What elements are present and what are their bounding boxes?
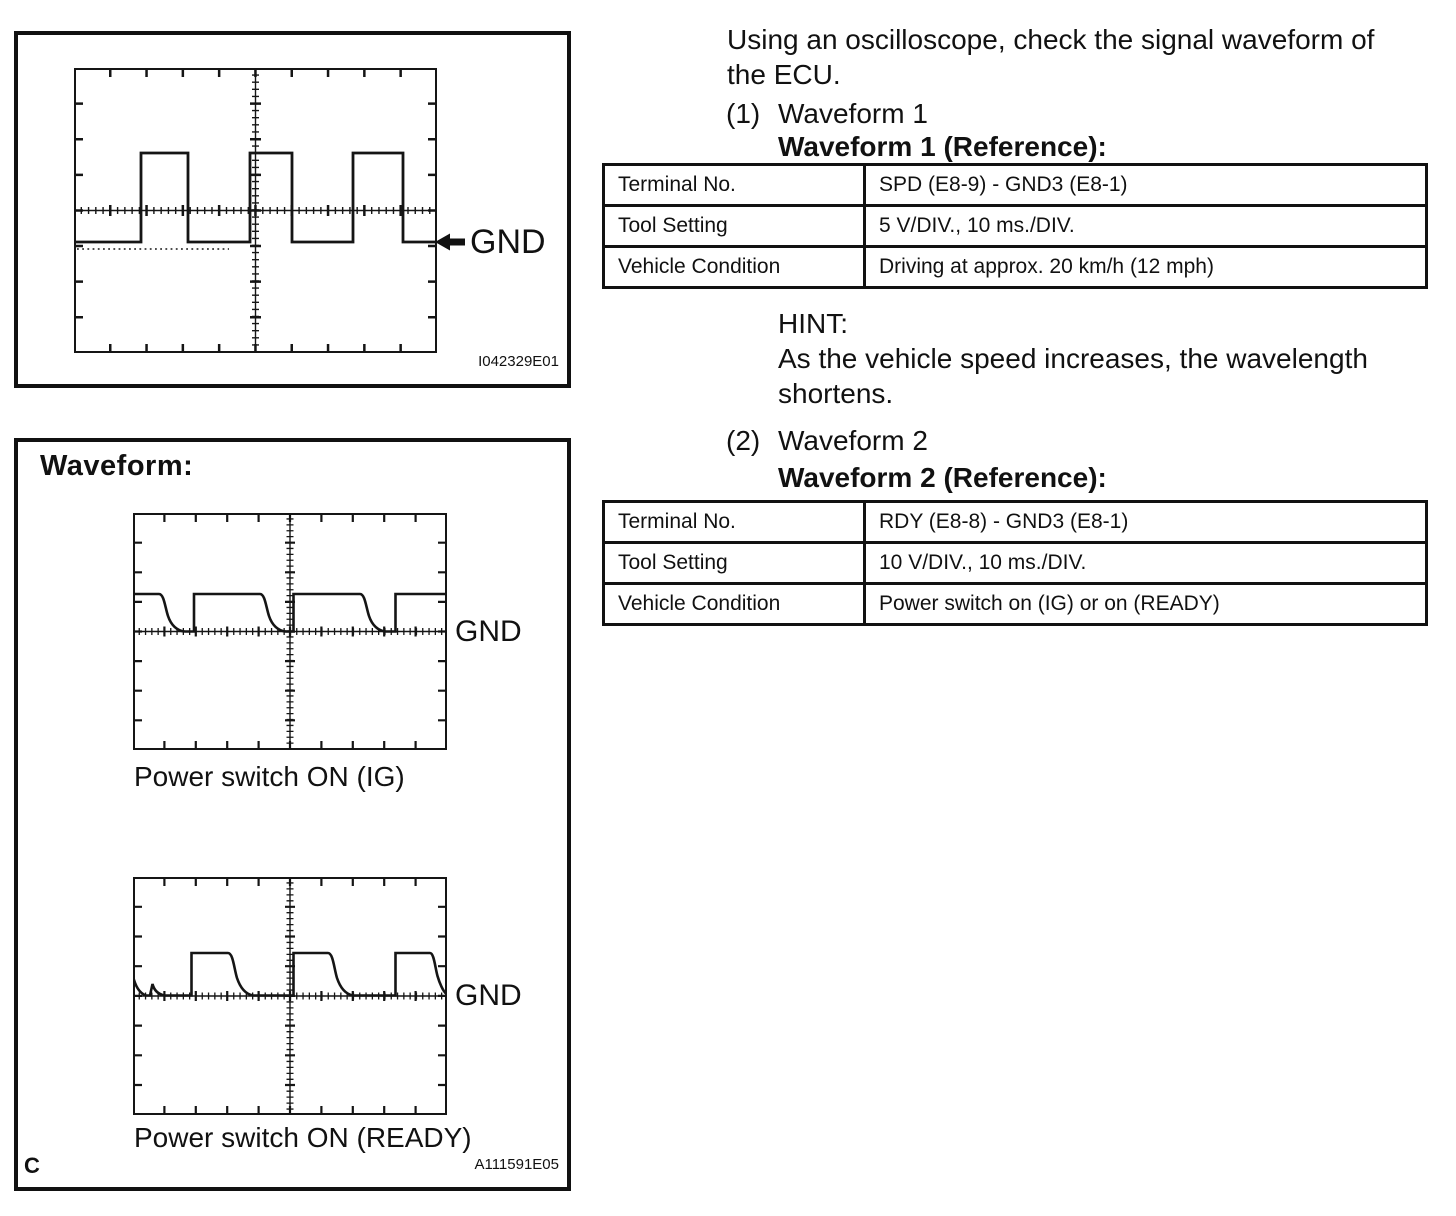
waveform2-reference-table xyxy=(602,500,1428,626)
item-label: Waveform 2 xyxy=(778,425,928,456)
intro-paragraph xyxy=(727,22,1374,92)
row-value-cell: Driving at approx. 20 km/h (12 mph) xyxy=(865,247,1427,288)
row-value-cell: 10 V/DIV., 10 ms./DIV. xyxy=(865,543,1427,584)
gnd-level-label-ready: GND xyxy=(455,979,522,1012)
table-row xyxy=(604,165,1427,206)
hint-label: HINT: xyxy=(778,308,848,339)
table-row xyxy=(604,206,1427,247)
figure2-title: Waveform: xyxy=(40,450,194,482)
figure1-code: I042329E01 xyxy=(478,353,559,370)
row-label-cell: Vehicle Condition xyxy=(604,247,865,288)
row-label-cell: Tool Setting xyxy=(604,206,865,247)
oscilloscope-screen-ready xyxy=(133,877,447,1115)
list-item-waveform-2 xyxy=(726,423,928,458)
scope-caption-ready: Power switch ON (READY) xyxy=(134,1122,472,1153)
figure2-corner-mark: C xyxy=(24,1153,40,1178)
item-number: (2) xyxy=(726,425,761,456)
scope-caption-ig: Power switch ON (IG) xyxy=(134,761,405,792)
row-value-cell: RDY (E8-8) - GND3 (E8-1) xyxy=(865,502,1427,543)
table-row xyxy=(604,502,1427,543)
waveform1-reference-table xyxy=(602,163,1428,289)
row-value-cell: SPD (E8-9) - GND3 (E8-1) xyxy=(865,165,1427,206)
row-value-cell: 5 V/DIV., 10 ms./DIV. xyxy=(865,206,1427,247)
row-label-cell: Tool Setting xyxy=(604,543,865,584)
figure1-box xyxy=(14,31,571,388)
oscilloscope-screen-1 xyxy=(74,68,437,353)
item-number: (1) xyxy=(726,98,761,129)
list-item-waveform-1 xyxy=(726,96,928,131)
hint-line-1: As the vehicle speed increases, the wavelength xyxy=(778,343,1368,374)
oscilloscope-screen-ig xyxy=(133,513,447,750)
item-label: Waveform 1 xyxy=(778,98,928,129)
table-row xyxy=(604,543,1427,584)
table-row xyxy=(604,584,1427,625)
gnd-level-label: GND xyxy=(470,223,546,261)
figure2-code: A111591E05 xyxy=(474,1156,559,1173)
figure2-box xyxy=(14,438,571,1191)
row-label-cell: Terminal No. xyxy=(604,502,865,543)
row-value-cell: Power switch on (IG) or on (READY) xyxy=(865,584,1427,625)
waveform1-reference-heading: Waveform 1 (Reference): xyxy=(778,131,1107,162)
table-row xyxy=(604,247,1427,288)
gnd-level-label-ig: GND xyxy=(455,615,522,648)
intro-line-2: the ECU. xyxy=(727,59,841,90)
waveform2-reference-heading: Waveform 2 (Reference): xyxy=(778,462,1107,493)
row-label-cell: Vehicle Condition xyxy=(604,584,865,625)
hint-line-2: shortens. xyxy=(778,378,894,409)
intro-line-1: Using an oscilloscope, check the signal waveform of xyxy=(727,24,1375,55)
hint-block xyxy=(778,306,1368,411)
gnd-arrow-icon xyxy=(435,231,465,253)
row-label-cell: Terminal No. xyxy=(604,165,865,206)
